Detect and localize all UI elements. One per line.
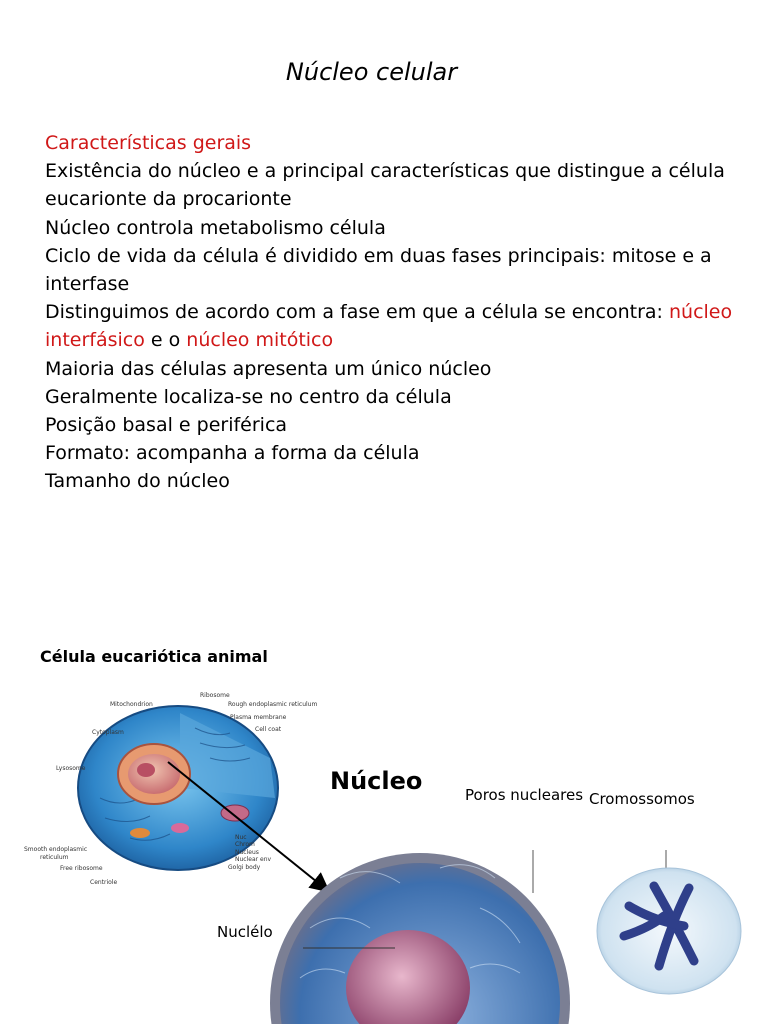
- page-title: Núcleo celular: [285, 58, 458, 86]
- bullet-line: Ciclo de vida da célula é dividido em duas fases principais: mitose e a interfase: [45, 244, 712, 296]
- cell-label: Nucleus: [235, 849, 259, 856]
- text-segment: Distinguimos de acordo com a fase em que a célula se encontra:: [45, 301, 669, 324]
- chromosomes-illustration: [594, 866, 744, 996]
- cell-label: reticulum: [40, 854, 69, 861]
- cell-label: Nuc: [235, 834, 247, 841]
- cell-label: Plasma membrane: [230, 714, 287, 721]
- nucleolus-label: Nuclélo: [217, 923, 273, 941]
- section-heading: Características gerais: [45, 132, 252, 154]
- cell-label: Cell coat: [255, 726, 282, 733]
- chromosomes-label: Cromossomos: [589, 790, 695, 808]
- bullet-line: Núcleo controla metabolismo célula: [45, 216, 386, 239]
- bullet-line: Maioria das células apresenta um único núcleo: [45, 357, 492, 380]
- bullet-line: Formato: acompanha a forma da célula: [45, 442, 420, 465]
- nucleus-heading: Núcleo: [330, 767, 423, 795]
- cell-label: Rough endoplasmic reticulum: [228, 701, 318, 708]
- cell-label: Free ribosome: [60, 865, 103, 872]
- cell-label: Centriole: [90, 879, 118, 886]
- cell-label: Smooth endoplasmic: [24, 846, 88, 853]
- bullet-line: Geralmente localiza-se no centro da célula: [45, 385, 452, 408]
- cell-label: Lysosome: [56, 765, 86, 772]
- bullet-line: Existência do núcleo e a principal características que distingue a célula eucarionte da procarionte: [45, 160, 725, 211]
- cell-label: Nuclear env: [235, 856, 272, 863]
- text-segment: e o: [144, 329, 187, 352]
- pores-label: Poros nucleares: [465, 786, 584, 804]
- highlight-term: núcleo interfásico: [45, 301, 733, 352]
- cell-label: Cytoplasm: [92, 729, 124, 736]
- cell-label: Chrom: [235, 841, 255, 848]
- figure-caption: Célula eucariótica animal: [40, 647, 268, 666]
- cell-label: Mitochondrion: [110, 701, 153, 708]
- cell-label: Golgi body: [228, 864, 261, 871]
- cell-label: Ribosome: [200, 692, 230, 699]
- bullet-line: Tamanho do núcleo: [45, 470, 230, 493]
- highlight-term: núcleo mitótico: [186, 329, 334, 352]
- bullet-line: Posição basal e periférica: [45, 414, 288, 437]
